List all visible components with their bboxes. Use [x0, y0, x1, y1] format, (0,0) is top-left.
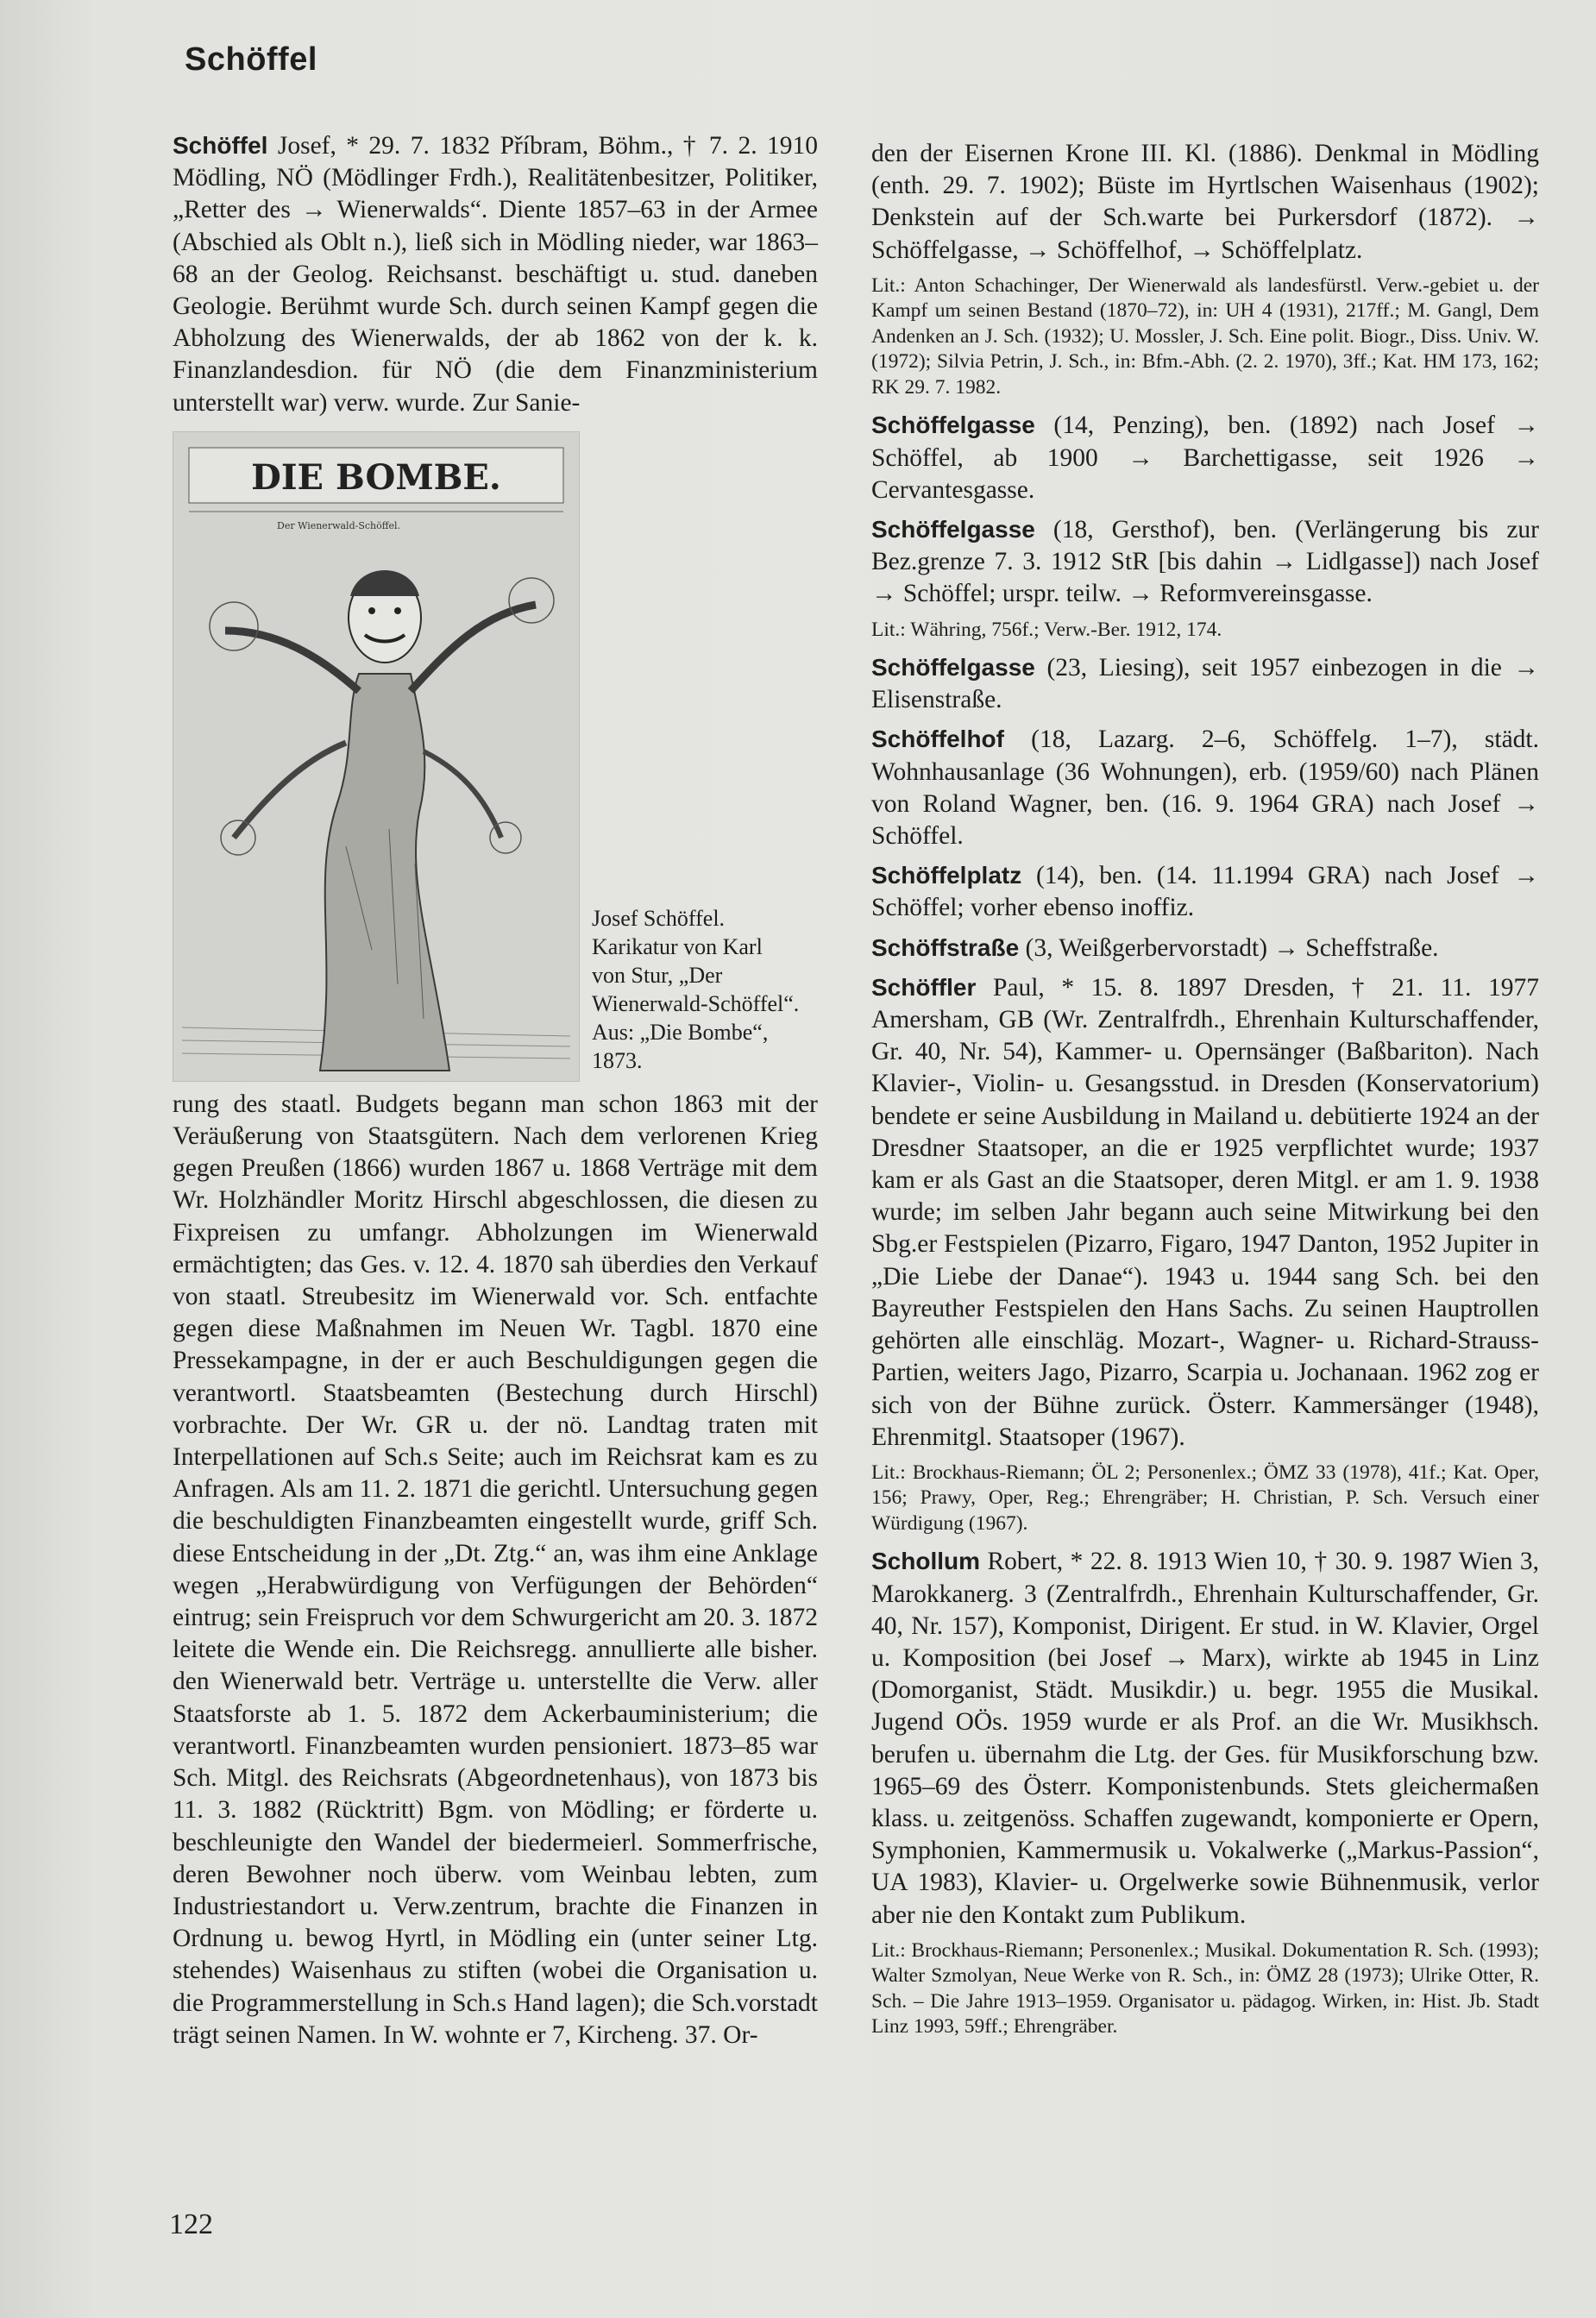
entry-lemma: Schöffelgasse: [871, 411, 1035, 439]
entry-schoeffelhof: [871, 723, 1539, 852]
entry-text-continued: rung des staatl. Budgets begann man schon 1863 mit der Veräußerung von Staatsgütern. Nach dem verlorenen Krieg gegen Preußen (1866) wurden 1867 u. 1868 Verträge mit dem Wr. Holzhändler Moritz Hirschl abgeschlossen, die diesen zu Fixpreisen zu umfangr. Abholzungen im Wienerwald ermächtigten; das Ges. v. 12. 4. 1870 sah überdies den Verkauf von staatl. Streubesitz im Wienerwald vor. Sch. entfachte gegen diese Maßnahmen im Neuen Wr. Tagbl. 1870 eine Pressekampagne, in der er auch Beschuldigungen gegen die verantwortl. Staatsbeamten (Bestechung durch Hirschl) vorbrachte. Der Wr. GR u. der nö. Landtag traten mit Interpellationen auf Sch.s Seite; auch im Reichsrat kam es zu Anfragen. Als am 11. 2. 1871 die gerichtl. Untersuchung gegen die beschuldigten Finanzbeamten eingestellt wurde, griff Sch. diese Entscheidung in der „Dt. Ztg.“ an, was ihm eine Anklage wegen „Herabwürdigung von Verfügungen der Behörden“ eintrug; sein Freispruch vor dem Schwurgericht am 20. 3. 1872 leitete die Wende ein. Die Reichsregg. annullierte alle bisher. den Wienerwald betr. Verträge u. unterstellte die Verw. aller Staatsforste ab 1. 5. 1872 dem Ackerbauministerium; die verantwortl. Finanzbeamten wurden pensioniert. 1873–85 war Sch. Mitgl. des Reichsrats (Abgeordnetenhaus), von 1873 bis 11. 3. 1882 (Rücktritt) Bgm. von Mödling; er förderte u. beschleunigte den Wandel der biedermeierl. Sommerfrische, deren Bewohner noch überw. vom Weinbau lebten, zum Industriestandort u. Verw.zentrum, brachte die Finanzen in Ordnung u. bewog Hyrtl, in Mödling ein (unter seiner Ltg. stehendes) Waisenhaus zu stiften (wobei die Organisation u. die Programmerstellung in Sch.s Hand lagen); die Sch.vorstadt trägt seinen Namen. In W. wohnte er 7, Kircheng. 37. Or-: [173, 1090, 818, 2049]
caption-line: Karikatur von Karl: [592, 933, 763, 959]
literature-note: Lit.: Währing, 756f.; Verw.-Ber. 1912, 174.: [871, 618, 1222, 641]
running-head: Schöffel: [185, 41, 317, 78]
entry-schoeffel-josef: [173, 129, 818, 419]
entry-lemma: Schöffelhof: [871, 726, 1004, 753]
left-column: [173, 129, 818, 2058]
entry-schoeffstrasse: [871, 932, 1539, 964]
entry-lemma: Schöffelplatz: [871, 862, 1022, 889]
caricature-illustration: [173, 432, 579, 1081]
entry-text: (18, Gersthof), ben. (Verlängerung bis zur Bez.grenze 7. 3. 1912 StR [bis dahin → Lidlgasse]) nach Josef → Schöffel; urspr. teilw. → Reformvereinsgasse.: [871, 515, 1539, 608]
entry-schoeffelgasse-23: [871, 651, 1539, 716]
entry-text: Paul, * 15. 8. 1897 Dresden, † 21. 11. 1977 Amersham, GB (Wr. Zentralfrdh., Ehrenhain Kulturschaffender, Gr. 40, Nr. 54), Kammer- u. Opernsänger (Baßbariton). Nach Klavier-, Violin- u. Gesangsstud. in Dresden (Konservatorium) bendete er seine Ausbildung in Mailand u. debütierte 1924 an der Dresdner Staatsoper, an die er 1925 verpflichtet wurde; 1937 kam er als Gast an die Staatsoper, deren Mitgl. er am 1. 9. 1938 wurde; im selben Jahr begann auch seine Mitwirkung bei den Sbg.er Festspielen (Pizarro, Figaro, 1947 Danton, 1952 Jupiter in „Die Liebe der Danae“). 1943 u. 1944 sang Sch. bei den Bayreuther Festspielen den Hans Sachs. Zu seinen Hauptrollen gehörten alle einschläg. Mozart-, Wagner- u. Richard-Strauss-Partien, weiters Jago, Pizarro, Scarpia u. Jochanaan. 1962 zog er sich von der Bühne zurück. Österr. Kammersänger (1948), Ehrenmitgl. Staatsoper (1967).: [871, 973, 1539, 1451]
literature-note: Lit.: Brockhaus-Riemann; Personenlex.; Musikal. Dokumentation R. Sch. (1993); Walter Szmolyan, Neue Werke von R. Sch., in: ÖMZ 28 (1973); Ulrike Otter, R. Sch. – Die Jahre 1913–1959. Organisator u. pädagog. Wirken, in: Hist. Jb. Stadt Linz 1993, 59ff.; Ehrengräber.: [871, 1938, 1539, 2038]
caricature-image: [173, 431, 580, 1082]
entry-schollum-robert: [871, 1545, 1539, 1931]
figure-caricature: [173, 431, 818, 1080]
figure-caption: [592, 904, 807, 1080]
entry-text: Josef, * 29. 7. 1832 Příbram, Böhm., † 7. 2. 1910 Mödling, NÖ (Mödlinger Frdh.), Realitätenbesitzer, Politiker, „Retter des → Wienerwalds“. Diente 1857–63 in der Armee (Abschied als Oblt n.), ließ sich in Mödling nieder, war 1863–68 an der Geolog. Reichsanst. beschäftigt u. stud. daneben Geologie. Berühmt wurde Sch. durch seinen Kampf gegen die Abholzung des Wienerwalds, der ab 1862 von der k. k. Finanzlandesdion. für NÖ (die dem Finanzministerium unterstellt war) verw. wurde. Zur Sanie-: [173, 132, 818, 417]
entry-schoeffler-paul: [871, 971, 1539, 1454]
entry-lemma: Schöffel: [173, 132, 268, 159]
entry-schoeffelgasse-18: [871, 513, 1539, 611]
caption-line: Wienerwald-Schöffel“.: [592, 990, 800, 1016]
masthead-title: DIE BOMBE.: [251, 456, 501, 498]
entry-text: (3, Weißgerbervorstadt) → Scheffstraße.: [1019, 933, 1439, 962]
caption-line: von Stur, „Der: [592, 962, 723, 988]
literature-note: Lit.: Brockhaus-Riemann; ÖL 2; Personenlex.; ÖMZ 33 (1978), 41f.; Kat. Oper, 156; Prawy, Oper, Reg.; Ehrengräber; H. Christian, P. Sch. Versuch einer Würdigung (1967).: [871, 1461, 1539, 1535]
literature-note: Lit.: Anton Schachinger, Der Wienerwald als landesfürstl. Verw.-gebiet u. der Kampf um seinen Bestand (1870–72), in: UH 4 (1931), 217ff.; M. Gangl, Dem Andenken an J. Sch. (1932); U. Mossler, J. Sch. Eine polit. Biogr., Diss. Univ. W. (1972); Silvia Petrin, J. Sch., in: Bfm.-Abh. (2. 2. 1970), 3ff.; Kat. HM 173, 162; RK 29. 7. 1982.: [871, 273, 1539, 399]
entry-schoeffelplatz: [871, 859, 1539, 924]
caption-line: 1873.: [592, 1047, 643, 1073]
entry-lemma: Schöffstraße: [871, 933, 1020, 961]
entry-lemma: Schollum: [871, 1548, 981, 1575]
right-column: [871, 138, 1539, 2049]
page-number: 122: [169, 2208, 213, 2240]
entry-text: (14), ben. (14. 11.1994 GRA) nach Josef → Schöffel; vorher ebenso inoffiz.: [871, 862, 1539, 922]
entry-text: (23, Liesing), seit 1957 einbezogen in die → Elisenstraße.: [871, 654, 1539, 714]
entry-text: (18, Lazarg. 2–6, Schöffelg. 1–7), städt. Wohnhausanlage (36 Wohnungen), erb. (1959/60) nach Plänen von Roland Wagner, ben. (16. 9. 1964 GRA) nach Josef → Schöffel.: [871, 726, 1539, 851]
entry-text: Robert, * 22. 8. 1913 Wien 10, † 30. 9. 1987 Wien 3, Marokkanerg. 3 (Zentralfrdh., Ehrenhain Kulturschaffender, Gr. 40, Nr. 157), Komponist, Dirigent. Er stud. in W. Klavier, Orgel u. Komposition (bei Josef → Marx), wirkte ab 1945 in Linz (Domorganist, Städt. Musikdir.) u. begr. 1955 die Musikal. Jugend OÖs. 1959 wurde er als Prof. an die Wr. Musikhsch. berufen u. übernahm die Ltg. der Ges. für Musikforschung bzw. 1965–69 des Österr. Komponistenbunds. Stets gleichermaßen klass. u. zeitgenöss. Schaffen zugewandt, komponierte er Opern, Symphonien, Kammermusik u. Vokalwerke („Markus-Passion“, UA 1983), Klavier- u. Orgelwerke sowie Bühnenmusik, verlor aber nie den Kontakt zum Publikum.: [871, 1548, 1539, 1929]
entry-schoeffelgasse-14: [871, 409, 1539, 506]
caption-line: Josef Schöffel.: [592, 905, 726, 931]
caption-line: Aus: „Die Bombe“,: [592, 1019, 769, 1045]
caricature-subtitle: Der Wienerwald-Schöffel.: [277, 519, 401, 531]
entry-lemma: Schöffelgasse: [871, 654, 1035, 682]
entry-lemma: Schöffelgasse: [871, 515, 1035, 543]
entry-text: (14, Penzing), ben. (1892) nach Josef → Schöffel, ab 1900 → Barchettigasse, seit 1926 → Cervantesgasse.: [871, 411, 1539, 504]
entry-lemma: Schöffler: [871, 973, 977, 1001]
entry-continuation: den der Eisernen Krone III. Kl. (1886). Denkmal in Mödling (enth. 29. 7. 1902); Büste im Hyrtlschen Waisenhaus (1902); Denkstein auf der Sch.warte bei Purkersdorf (1872). → Schöffelgasse, → Schöffelhof, → Schöffelplatz.: [871, 140, 1539, 264]
